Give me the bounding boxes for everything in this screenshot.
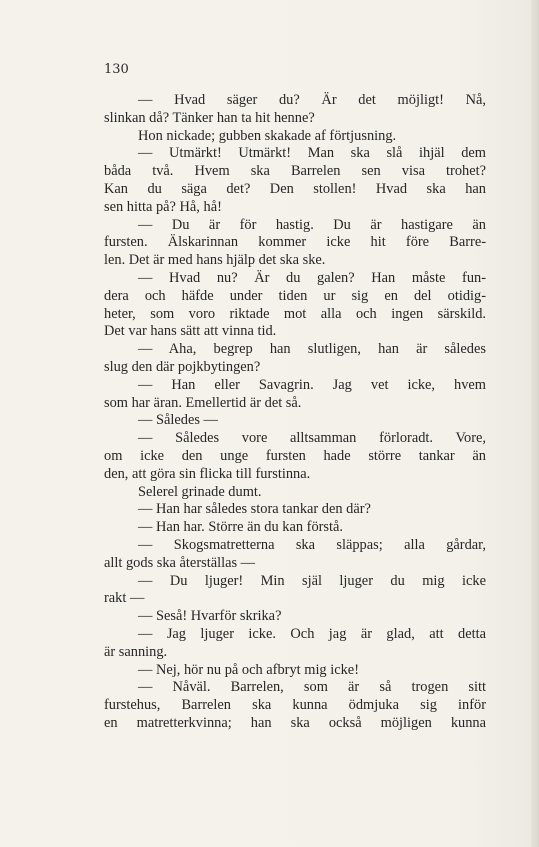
text-line: slinkan då? Tänker han ta hit henne? [104,109,315,126]
page-number: 130 [104,62,129,77]
text-line: — Skogsmatretterna ska släppas; alla gårdar, [138,536,486,553]
text-line: heter, som voro riktade mot alla och ingen särskild. [104,305,486,322]
text-line: — Jag ljuger icke. Och jag är glad, att detta [138,625,486,642]
text-line: allt gods ska återställas — [104,554,256,571]
text-line: båda två. Hvem ska Barrelen sen visa trohet? [104,163,486,180]
text-line: — Hvad säger du? Är det möjligt! Nå, [138,92,486,108]
text-line: — Du är för hastig. Du är hastigare än [138,216,486,233]
text-line: Hon nickade; gubben skakade af förtjusning. [138,127,397,144]
text-line: len. Det är med hans hjälp det ska ske. [104,252,326,269]
text-line: sen hitta på? Hå, hå! [104,198,222,215]
text-line: — Nej, hör nu på och afbryt mig icke! [138,661,359,678]
page-edge-shadow [531,0,539,847]
text-line: — Nåväl. Barrelen, som är så trogen sitt [138,679,486,696]
text-line: fursten. Älskarinnan kommer icke hit före Barre- [104,234,486,251]
text-line: — Seså! Hvarför skrika? [138,608,282,625]
text-line: — Således vore alltsamman förloradt. Vore, [138,430,486,447]
text-line: furstehus, Barrelen ska kunna ödmjuka sig inför [104,697,486,714]
text-line: — Hvad nu? Är du galen? Han måste fun- [138,269,486,286]
text-line: — Utmärkt! Utmärkt! Man ska slå ihjäl dem [138,145,486,162]
text-line: rakt — [104,590,145,607]
text-line: om icke den unge fursten hade större tankar än [104,447,486,464]
text-line: — Han har således stora tankar den där? [138,501,371,518]
text-line: Selerel grinade dumt. [138,483,262,500]
text-line: — Du ljuger! Min själ ljuger du mig icke [138,572,486,589]
text-line: — Aha, begrep han slutligen, han är således [138,341,486,358]
text-line: — Således — [138,412,218,429]
text-line: — Han har. Större än du kan förstå. [138,519,344,536]
text-line: är sanning. [104,643,168,660]
body-text [104,92,486,733]
text-line: Kan du säga det? Den stollen! Hvad ska han [104,180,486,197]
text-line: den, att göra sin flicka till furstinna. [104,465,311,482]
text-line: — Han eller Savagrin. Jag vet icke, hvem [138,376,486,393]
text-line: Det var hans sätt att vinna tid. [104,323,277,340]
text-line: slug den där pojkbytingen? [104,358,261,375]
text-line: dera och häfde under tiden ur sig en del otidig- [104,287,486,304]
text-line: en matretterkvinna; han ska också möjligen kunna [104,714,486,731]
text-line: som har äran. Emellertid är det så. [104,394,302,411]
